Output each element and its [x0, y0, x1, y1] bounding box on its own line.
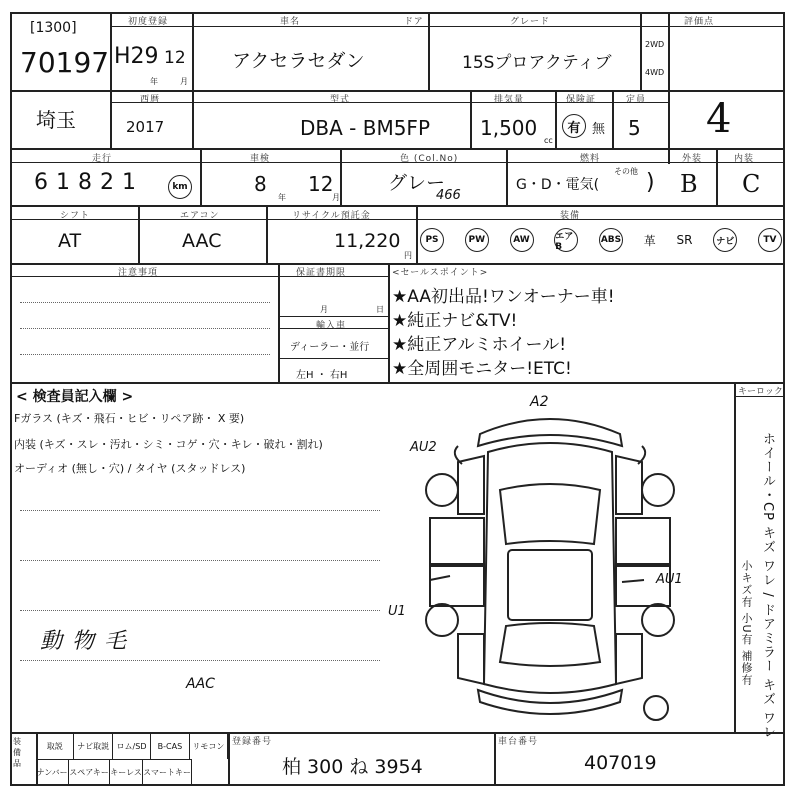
- sales-point-4: ★全周囲モニター!ETC!: [392, 359, 572, 379]
- mark-aac: AAC: [186, 676, 215, 692]
- equip-header: 装備: [560, 211, 581, 221]
- equipment-row: [420, 228, 782, 252]
- row2-div1: [110, 90, 112, 148]
- door-header: ドア: [404, 17, 424, 27]
- seats: 5: [628, 116, 641, 140]
- inspector-header: < 検査員記入欄 >: [16, 389, 134, 405]
- equipment-item: エアB: [554, 228, 578, 252]
- row4-div1: [138, 205, 140, 263]
- front-left-fender: [458, 456, 484, 514]
- dealer: ディーラー・並行: [290, 342, 370, 353]
- inspector-line-6: [20, 610, 380, 611]
- notes-div1: [278, 263, 280, 382]
- fuel-other: その他: [614, 167, 638, 176]
- chassis: 407019: [584, 752, 657, 774]
- fuel-header: 燃料: [580, 154, 601, 164]
- displacement: 1,500: [480, 116, 538, 140]
- equipment-item: SR: [676, 233, 693, 247]
- notes-line-1: [20, 302, 270, 303]
- shift: AT: [58, 230, 82, 252]
- sales-header: <セールスポイント>: [392, 268, 489, 278]
- footer-item: ナビ取説: [74, 734, 112, 759]
- row3-bottom-line: [10, 205, 785, 207]
- color: グレー: [388, 172, 446, 194]
- year-unit: 年: [150, 77, 158, 86]
- rear-right-wheel: [642, 604, 674, 636]
- drive-2wd: 2WD: [645, 40, 665, 49]
- front-right-fender: [616, 456, 642, 514]
- lot-number: 70197: [20, 46, 110, 79]
- row3-div3: [506, 148, 508, 205]
- rear-window: [500, 623, 600, 666]
- recycle: 11,220: [334, 230, 401, 252]
- notes-div2: [388, 263, 390, 382]
- notes-line-3: [20, 354, 270, 355]
- model: DBA - BM5FP: [300, 116, 430, 140]
- footer-item: ナンバー: [36, 760, 69, 785]
- mark-au1: AU1: [656, 572, 683, 587]
- row1-div4: [640, 12, 642, 90]
- handwritten-note: 動物毛: [40, 629, 137, 654]
- row4-header-line: [10, 219, 785, 220]
- row3-div4: [716, 148, 718, 205]
- shaken-month: 12: [308, 172, 334, 196]
- inspection-header: 保険証: [566, 95, 597, 105]
- shaken-header: 車検: [250, 154, 271, 164]
- side-note-2: 小キズ有 小U有 補修有: [740, 560, 753, 687]
- car-diagram: [400, 394, 700, 734]
- fuel-close: ): [646, 170, 655, 195]
- front-left-wheel: [426, 474, 458, 506]
- row2-div2: [192, 90, 194, 148]
- front-right-wheel: [642, 474, 674, 506]
- mark-au2: AU2: [410, 440, 437, 455]
- row3-div1: [200, 148, 202, 205]
- footer-item: キーレス: [110, 760, 143, 785]
- row1-div1: [110, 12, 112, 90]
- row1-div2: [192, 12, 194, 90]
- footer-left-header: 装備品: [13, 737, 21, 768]
- mark-au1-line: [622, 580, 644, 582]
- footer-div-end: [228, 732, 230, 786]
- handle: 左H ・ 右H: [296, 370, 348, 381]
- name-header: 車名: [280, 17, 301, 27]
- grade-header: グレード: [510, 17, 551, 27]
- cc-unit: cc: [544, 136, 553, 145]
- inspector-line-3: オーディオ (無し・穴) / タイヤ (スタッドレス): [14, 462, 246, 475]
- expiry-day: 日: [376, 305, 384, 314]
- km-label: [168, 174, 192, 199]
- side-note: ホイール・CP キズ ワレ / ドアミラー キズ ワレ: [760, 432, 775, 740]
- equipment-item: TV: [758, 228, 782, 252]
- row4-div3: [416, 205, 418, 263]
- row3-header-line: [10, 162, 785, 163]
- handle-line: [278, 358, 388, 359]
- equipment-item: ABS: [599, 228, 623, 252]
- chassis-header: 車台番号: [498, 737, 539, 747]
- rear-left-fender: [458, 634, 484, 684]
- inspector-line-1: Fガラス (キズ・飛石・ヒビ・リペア跡・ X 要): [14, 412, 245, 425]
- model-header: 型式: [330, 95, 351, 105]
- recycle-header: リサイクル預託金: [292, 211, 371, 221]
- sales-point-2: ★純正ナビ&TV!: [392, 311, 518, 331]
- notes-line-2: [20, 328, 270, 329]
- shift-header: シフト: [60, 211, 91, 221]
- windshield: [500, 484, 600, 544]
- inspector-line-7: [20, 660, 380, 661]
- rear-right-fender: [616, 634, 642, 684]
- shaken-year-unit: 年: [278, 193, 286, 202]
- region: 埼玉: [36, 108, 76, 132]
- import-header: 輸入車: [316, 321, 347, 331]
- car-name: アクセラセダン: [232, 50, 365, 72]
- row2-div5: [612, 90, 614, 148]
- grade: 15Sプロアクティブ: [462, 53, 612, 73]
- footer-item: B-CAS: [151, 734, 189, 759]
- plate: 柏 300 ね 3954: [282, 756, 423, 778]
- equipment-item: PW: [465, 228, 489, 252]
- mark-a2: A2: [530, 394, 549, 410]
- inspector-line-5: [20, 560, 380, 561]
- score-header: 評価点: [684, 17, 715, 27]
- inspection-yes-mark: 有: [562, 114, 586, 138]
- mileage-header: 走行: [92, 154, 113, 164]
- sales-point-1: ★AA初出品!ワンオーナー車!: [392, 287, 615, 307]
- lot-label: [1300]: [30, 20, 77, 36]
- row2-bottom-line: [10, 148, 668, 150]
- footer-item: スマートキー: [143, 760, 192, 785]
- int-header: 内装: [734, 154, 755, 164]
- rear-left-wheel: [426, 604, 458, 636]
- plate-header: 登録番号: [232, 737, 273, 747]
- ac-header: エアコン: [180, 211, 220, 221]
- row3-div2: [340, 148, 342, 205]
- rear-left-door: [430, 566, 484, 606]
- color-code: 466: [436, 188, 461, 203]
- key-column-line: [734, 382, 736, 732]
- seats-header: 定員: [626, 95, 647, 105]
- equipment-item: ナビ: [713, 228, 737, 252]
- row4-div2: [266, 205, 268, 263]
- body-outline: [484, 443, 616, 693]
- inspection-no: 無: [592, 122, 606, 137]
- footer-div-plate: [494, 732, 496, 786]
- mark-u1: U1: [388, 604, 406, 619]
- inspection-yes: [562, 114, 586, 138]
- spare-circle: [644, 696, 668, 720]
- footer-item: スペアキー: [69, 760, 110, 785]
- roof: [508, 550, 592, 620]
- footer-item: リモコン: [190, 734, 228, 759]
- row1-div3: [428, 12, 430, 90]
- row2-div4: [555, 90, 557, 148]
- first-reg-year: H29: [114, 44, 159, 69]
- front-bumper: [478, 419, 622, 446]
- notes-bottom-line: [10, 382, 785, 384]
- year-header: 西暦: [140, 95, 161, 105]
- inspector-line-2: 内装 (キズ・スレ・汚れ・シミ・コゲ・穴・キレ・破れ・割れ): [14, 438, 323, 451]
- sales-point-3: ★純正アルミホイール!: [392, 335, 567, 355]
- expiry-month: 月: [320, 305, 328, 314]
- footer-items-top: [36, 734, 228, 759]
- equipment-item: 革: [643, 233, 656, 248]
- year: 2017: [126, 118, 165, 136]
- month-unit: 月: [180, 77, 188, 86]
- color-header: 色 (Col.No): [400, 154, 459, 164]
- row1-div5: [668, 12, 670, 164]
- fuel: G・D・電気(: [516, 177, 600, 193]
- front-left-door: [430, 518, 484, 564]
- key-header: キーロック: [738, 387, 783, 397]
- footer-items-bottom: [36, 760, 192, 785]
- shaken-year: 8: [254, 172, 267, 196]
- notes-header: 注意事項: [118, 268, 159, 278]
- score: 4: [706, 96, 732, 142]
- equipment-item: PS: [420, 228, 444, 252]
- mileage: 61821: [34, 170, 144, 195]
- footer-item: ロム/SD: [113, 734, 151, 759]
- row2-div3: [470, 90, 472, 148]
- expiry-header: 保証書期限: [296, 268, 347, 278]
- import-line: [278, 316, 388, 317]
- footer-item: 取説: [36, 734, 74, 759]
- drive-4wd: 4WD: [645, 68, 665, 77]
- ac: AAC: [182, 230, 222, 252]
- row3-top-right: [668, 148, 785, 150]
- inspector-line-4: [20, 510, 380, 511]
- front-right-door: [616, 518, 670, 564]
- exterior: B: [680, 170, 698, 198]
- km-mark: km: [168, 175, 192, 199]
- first-reg-month: 12: [164, 48, 186, 68]
- disp-header: 排気量: [494, 95, 525, 105]
- ext-header: 外装: [682, 154, 703, 164]
- mark-u1-line: [430, 576, 450, 580]
- shaken-month-unit: 月: [332, 193, 340, 202]
- interior: C: [742, 170, 761, 198]
- equipment-item: AW: [510, 228, 534, 252]
- first-reg-header: 初度登録: [128, 17, 169, 27]
- yen-unit: 円: [404, 251, 412, 260]
